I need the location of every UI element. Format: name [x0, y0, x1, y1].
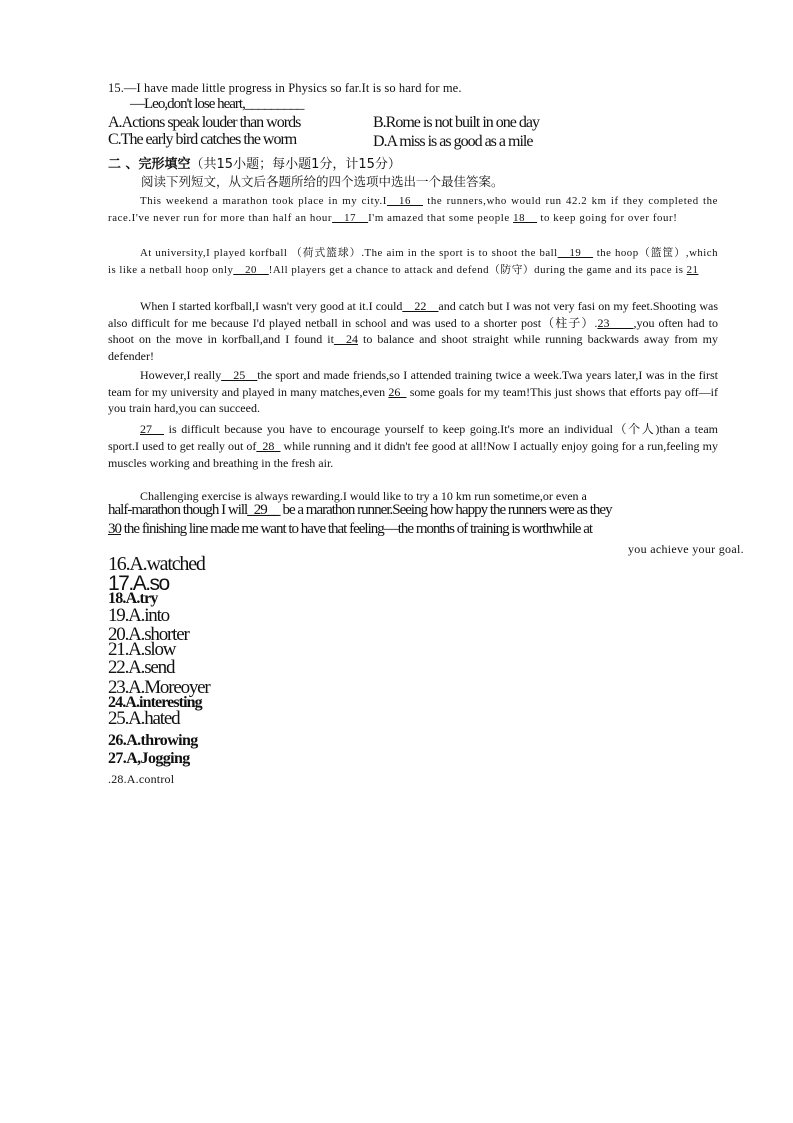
section-note: （共15小题；每小题1分，计15分） [190, 157, 401, 172]
blank-23: 23____ [597, 315, 634, 330]
passage-paragraph-1: This weekend a marathon took place in my city.I__16__ the runners,who would run 42.2 km if they completed the race.I've never run for more than half an hour__17__I'm amazed that some people 18__ to keep going for over four! [108, 195, 718, 224]
blank-30: 30 [108, 521, 121, 537]
passage-paragraph-6-line-2: half-marathon though I will_29__ be a marathon runner.Seeing how happy the runners were as they [108, 502, 612, 518]
blank-25: __25__ [221, 368, 258, 382]
q15-stem: 15.—I have made little progress in Physics so far.It is so hard for me. [108, 81, 462, 95]
option-20: 20.A.shorter [108, 624, 189, 645]
option-28: .28.A.control [108, 772, 175, 786]
option-27: 27.A,Jogging [108, 750, 190, 767]
option-16: 16.A.watched [108, 553, 205, 575]
passage-paragraph-3: When I started korfball,I wasn't very good at it.I could__22__and catch but I was not very fasi on my feet.Shooting was also difficult for me because I'd played netball in school and was used to a shorter post（柱子）.23____,you often had to shoot on the move in korfball,and I found it__24 to balance and shoot straight while running backwards away from my defender! [108, 299, 718, 363]
blank-21: 21 [686, 263, 699, 276]
option-24: 24.A.interesting [108, 694, 202, 711]
option-19: 19.A.into [108, 605, 169, 626]
blank-22: __22__ [402, 299, 439, 313]
blank-26: 26_ [388, 384, 407, 399]
blank-17: __17__ [332, 211, 369, 224]
blank-20: __20__ [233, 263, 269, 276]
passage-paragraph-5: 27__ is difficult because you have to encourage yourself to keep going.It's more an individual（个人)than a team sport.I used to get really out of_28_ while running and it didn't fee good at all!Now I actually enjoy going for a run,feeling my muscles working and breathing in the fresh air. [108, 422, 718, 470]
passage-paragraph-6-line-1: Challenging exercise is always rewarding.I would like to try a 10 km run sometime,or even a [140, 489, 587, 503]
option-26: 26.A.throwing [108, 732, 198, 749]
q15-option-a: A.Actions speak louder than words [108, 114, 301, 131]
section-title: 二 、完形填空 [108, 157, 191, 172]
section-instruction: 阅读下列短文，从文后各题所给的四个选项中选出一个最佳答案。 [141, 174, 504, 189]
section-header [108, 153, 401, 172]
option-17: 17.A.so [108, 572, 169, 595]
option-25: 25.A.hated [108, 708, 180, 729]
passage-paragraph-6-line-4: you achieve your goal. [628, 542, 744, 556]
passage-paragraph-4: However,I really__25__the sport and made friends,so I attended training twice a week.Twa years later,I was in the first team for my university and played in many matches,even 26_ some goals for my team!This just shows that efforts pay off—if you train hard,you can succeed. [108, 368, 719, 416]
blank-16: __16__ [386, 195, 423, 207]
blank-28: _28_ [256, 439, 281, 453]
option-21: 21.A.slow [108, 639, 176, 660]
q15-option-c: C.The early bird catches the worm [108, 131, 297, 148]
option-18: 18.A.try [108, 590, 158, 607]
q15-option-b: B.Rome is not built in one day [373, 114, 539, 131]
passage-paragraph-2: At university,I played korfball （荷式篮球）.The aim in the sport is to shoot the ball__19__ the hoop（篮筐）,which is like a netball hoop only__20__!All players get a chance to attack and defend（防守）during the game and its pace is 21 [108, 247, 718, 276]
option-22: 22.A.send [108, 657, 175, 678]
blank-27: 27__ [140, 422, 164, 436]
q15-reply: —Leo,don't lose heart,_________ [130, 96, 304, 112]
blank-19: __19__ [557, 247, 594, 259]
blank-24: __24 [333, 332, 358, 347]
q15-option-d: D.A miss is as good as a mile [373, 133, 533, 150]
blank-29: _29__ [247, 502, 280, 518]
option-23: 23.A.Moreoyer [108, 677, 210, 698]
passage-paragraph-6-line-3: 30 the finishing line made me want to have that feeling—the months of training is worthwhile at [108, 521, 593, 537]
blank-18: 18__ [513, 211, 538, 224]
